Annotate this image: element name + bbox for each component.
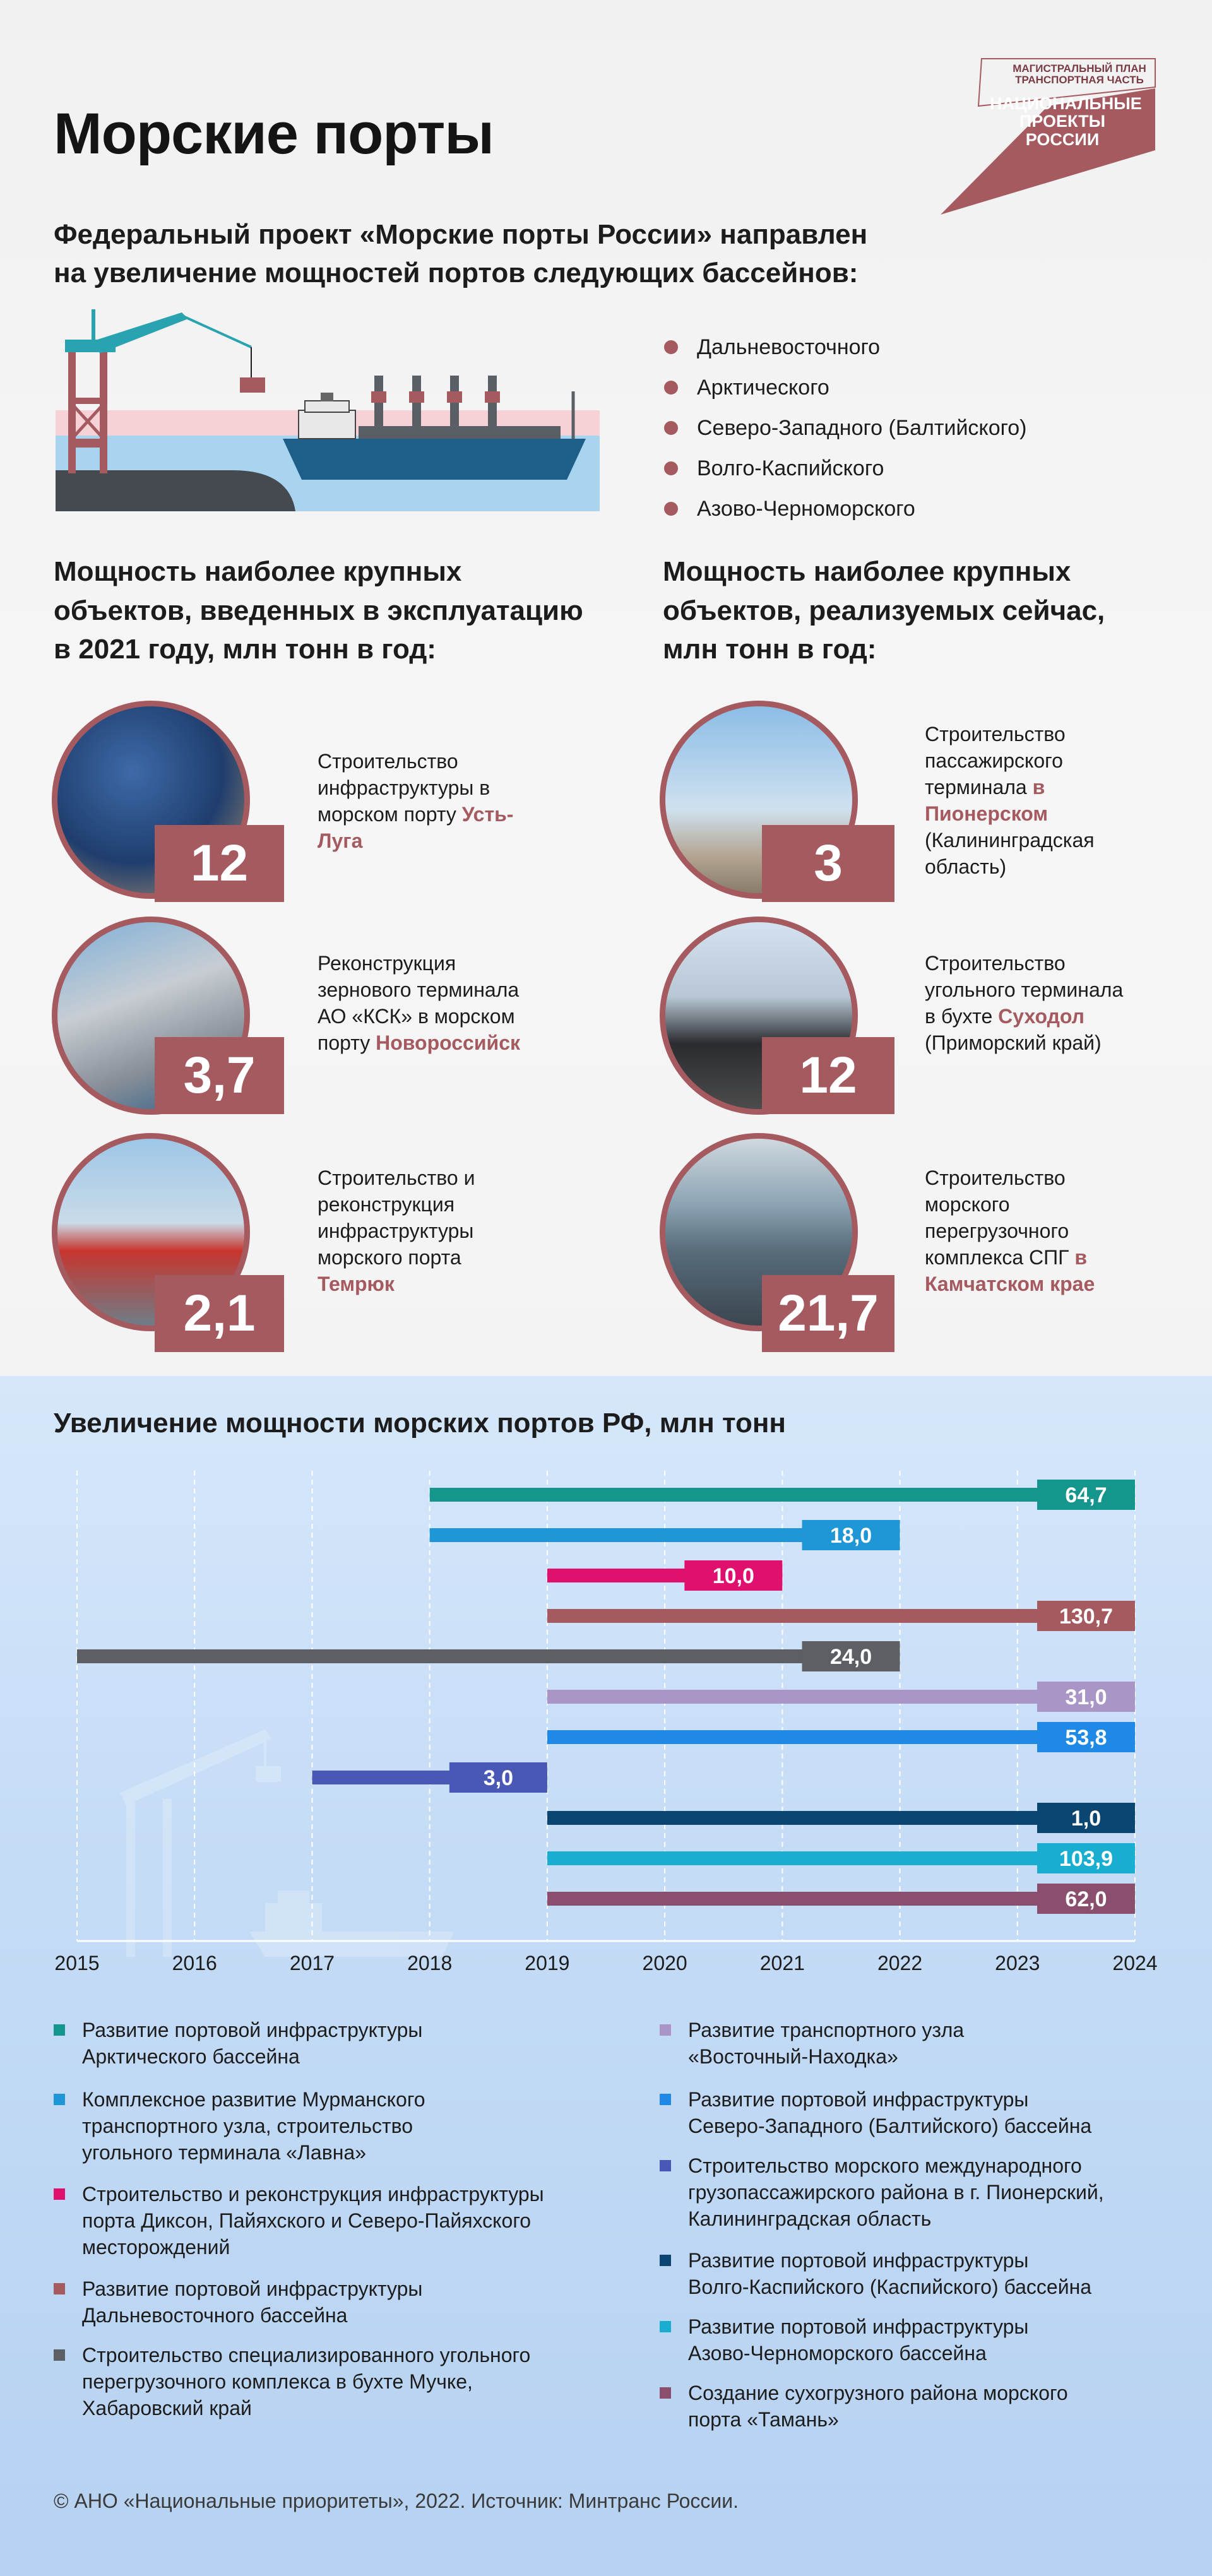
basin-name: Дальневосточного bbox=[697, 335, 881, 359]
legend-line: Развитие портовой инфраструктуры bbox=[82, 2019, 423, 2041]
x-tick-label: 2018 bbox=[407, 1952, 453, 1974]
value-badge: 3,7 bbox=[155, 1037, 284, 1114]
legend-text bbox=[688, 2247, 1206, 2300]
legend-line: Дальневосточного бассейна bbox=[82, 2304, 348, 2327]
basin-name: Северо-Западного (Балтийского) bbox=[697, 416, 1027, 440]
x-tick-label: 2024 bbox=[1112, 1952, 1158, 1974]
basin-name: Волго-Каспийского bbox=[697, 456, 884, 480]
header-line: объектов, введенных в эксплуатацию bbox=[54, 595, 583, 626]
value-badge: 2,1 bbox=[155, 1275, 284, 1352]
legend-line: Создание сухогрузного района морского bbox=[688, 2382, 1068, 2404]
legend-line: месторождений bbox=[82, 2236, 230, 2258]
legend-line: порта «Тамань» bbox=[688, 2408, 839, 2431]
legend-line: Развитие портовой инфраструктуры bbox=[688, 2088, 1029, 2111]
object-region: (Калининградская область) bbox=[925, 829, 1095, 878]
bar-value-label: 18,0 bbox=[829, 1524, 872, 1548]
x-tick-label: 2020 bbox=[642, 1952, 687, 1974]
object-description bbox=[925, 950, 1139, 1056]
legend-swatch bbox=[660, 2160, 671, 2171]
legend-text bbox=[688, 2380, 1206, 2433]
legend-line: Арктического бассейна bbox=[82, 2045, 300, 2068]
legend-swatch bbox=[660, 2094, 671, 2105]
object-description bbox=[318, 1165, 532, 1297]
legend-text bbox=[82, 2342, 600, 2421]
object-location: в Камчатском крае bbox=[925, 1246, 1095, 1295]
basins-list bbox=[664, 327, 1026, 529]
legend-line: Строительство и реконструкция инфраструктуры bbox=[82, 2183, 544, 2205]
legend-line: Развитие портовой инфраструктуры bbox=[688, 2315, 1029, 2338]
value-badge: 12 bbox=[155, 825, 284, 902]
object-description bbox=[318, 748, 532, 854]
object-description bbox=[925, 1165, 1139, 1297]
header-line: Мощность наиболее крупных bbox=[54, 556, 462, 587]
bar-value-label: 3,0 bbox=[483, 1766, 514, 1790]
legend-line: Волго-Каспийского (Каспийского) бассейна bbox=[688, 2276, 1092, 2298]
legend-line: транспортного узла, строительство bbox=[82, 2115, 413, 2137]
list-item bbox=[664, 408, 1026, 448]
object-text: Строительство пассажирского терминала bbox=[925, 723, 1066, 798]
legend-line: угольного терминала «Лавна» bbox=[82, 2141, 366, 2164]
left-section-header bbox=[54, 552, 583, 669]
object-text: Строительство угольного терминала в бухте bbox=[925, 952, 1124, 1028]
legend-swatch bbox=[54, 2024, 65, 2036]
legend-swatch bbox=[54, 2283, 65, 2294]
bar-value-label: 64,7 bbox=[1065, 1483, 1107, 1507]
legend-line: Северо-Западного (Балтийского) бассейна bbox=[688, 2115, 1092, 2137]
intro-text bbox=[54, 216, 937, 292]
bullet-icon bbox=[664, 461, 678, 475]
header-line: млн тонн в год: bbox=[663, 634, 877, 665]
legend-line: Развитие портовой инфраструктуры bbox=[688, 2249, 1029, 2272]
header-line: объектов, реализуемых сейчас, bbox=[663, 595, 1105, 626]
basin-name: Азово-Черноморского bbox=[697, 497, 915, 521]
bullet-icon bbox=[664, 502, 678, 516]
legend-text bbox=[688, 2313, 1206, 2366]
legend-left bbox=[54, 2017, 597, 2427]
bar-series bbox=[77, 1649, 900, 1663]
object-location: Усть-Луга bbox=[318, 803, 514, 852]
legend-text bbox=[688, 2086, 1206, 2139]
legend-line: грузопассажирского района в г. Пионерский, bbox=[688, 2181, 1104, 2204]
port-silhouette-icon bbox=[120, 1730, 454, 1957]
legend-swatch bbox=[660, 2321, 671, 2332]
legend-line: Калининградская область bbox=[688, 2207, 932, 2230]
bullet-icon bbox=[664, 381, 678, 395]
legend-line: Строительство морского международного bbox=[688, 2154, 1082, 2177]
legend-text bbox=[82, 2086, 600, 2166]
header-line: Мощность наиболее крупных bbox=[663, 556, 1071, 587]
object-text: Реконструкция зернового терминала АО «КСК» в морском порту bbox=[318, 952, 520, 1054]
footer-source: © АНО «Национальные приоритеты», 2022. Источник: Минтранс России. bbox=[54, 2490, 739, 2512]
object-description bbox=[318, 950, 532, 1056]
legend-line: порта Диксон, Пайяхского и Северо-Пайяхского bbox=[82, 2209, 532, 2232]
list-item bbox=[664, 367, 1026, 408]
list-item bbox=[664, 448, 1026, 489]
legend-swatch bbox=[54, 2188, 65, 2200]
legend-swatch bbox=[660, 2387, 671, 2399]
x-tick-label: 2016 bbox=[172, 1952, 217, 1974]
object-text: Строительство и реконструкция инфраструктуры морского порта bbox=[318, 1166, 475, 1269]
header-line: в 2021 году, млн тонн в год: bbox=[54, 634, 436, 665]
legend-text bbox=[688, 2017, 1206, 2070]
x-tick-label: 2023 bbox=[995, 1952, 1040, 1974]
object-location: Темрюк bbox=[318, 1273, 395, 1295]
intro-line: Федеральный проект «Морские порты России» направлен bbox=[54, 219, 868, 250]
legend-right bbox=[660, 2017, 1203, 2431]
value-badge: 21,7 bbox=[762, 1275, 894, 1352]
legend-text bbox=[82, 2017, 600, 2070]
list-item bbox=[664, 327, 1026, 367]
value-badge: 3 bbox=[762, 825, 894, 902]
bar-value-label: 31,0 bbox=[1065, 1685, 1107, 1709]
page-title: Морские порты bbox=[54, 102, 494, 166]
intro-line: на увеличение мощностей портов следующих бассейнов: bbox=[54, 257, 858, 288]
object-location: Суходол bbox=[998, 1005, 1084, 1028]
legend-line: Развитие портовой инфраструктуры bbox=[82, 2277, 423, 2300]
logo-caption: МАГИСТРАЛЬНЫЙ ПЛАН ТРАНСПОРТНАЯ ЧАСТЬ bbox=[1013, 62, 1146, 86]
bar-value-label: 130,7 bbox=[1059, 1605, 1114, 1629]
legend-text bbox=[688, 2152, 1206, 2232]
x-tick-label: 2021 bbox=[759, 1952, 805, 1974]
bullet-icon bbox=[664, 340, 678, 354]
bar-value-label: 24,0 bbox=[829, 1645, 872, 1669]
value-badge: 12 bbox=[762, 1037, 894, 1114]
bar-value-label: 62,0 bbox=[1065, 1887, 1107, 1911]
legend-line: перегрузочного комплекса в бухте Мучке, bbox=[82, 2370, 473, 2393]
legend-line: Строительство специализированного угольного bbox=[82, 2344, 531, 2366]
legend-line: «Восточный-Находка» bbox=[688, 2045, 898, 2068]
x-tick-label: 2022 bbox=[877, 1952, 923, 1974]
legend-line: Комплексное развитие Мурманского bbox=[82, 2088, 425, 2111]
legend-line: Развитие транспортного узла bbox=[688, 2019, 965, 2041]
bullet-icon bbox=[664, 421, 678, 435]
legend-swatch bbox=[660, 2024, 671, 2036]
object-location: в Пионерском bbox=[925, 776, 1049, 825]
x-tick-label: 2015 bbox=[54, 1952, 100, 1974]
legend-swatch bbox=[660, 2255, 671, 2266]
object-text: Строительство морского перегрузочного комплекса СПГ bbox=[925, 1166, 1069, 1269]
port-illustration bbox=[56, 309, 600, 511]
capacity-timeline-chart bbox=[0, 1452, 1212, 1995]
bar-series bbox=[430, 1488, 1135, 1502]
list-item bbox=[664, 489, 1026, 529]
object-text: Строительство инфраструктуры в морском порту bbox=[318, 750, 490, 826]
legend-line: Хабаровский край bbox=[82, 2397, 252, 2419]
right-section-header bbox=[663, 552, 1105, 669]
bar-value-label: 1,0 bbox=[1071, 1807, 1102, 1831]
legend-text bbox=[82, 2276, 600, 2329]
chart-title: Увеличение мощности морских портов РФ, млн тонн bbox=[54, 1408, 787, 1439]
basin-name: Арктического bbox=[697, 376, 829, 400]
legend-text bbox=[82, 2181, 600, 2260]
legend-swatch bbox=[54, 2349, 65, 2361]
object-region: (Приморский край) bbox=[925, 1031, 1102, 1054]
x-tick-label: 2019 bbox=[525, 1952, 570, 1974]
object-location: Новороссийск bbox=[376, 1031, 520, 1054]
logo-title: НАЦИОНАЛЬНЫЕ ПРОЕКТЫ РОССИИ bbox=[990, 94, 1142, 149]
bar-value-label: 10,0 bbox=[712, 1564, 754, 1588]
object-description bbox=[925, 721, 1139, 880]
bar-value-label: 53,8 bbox=[1065, 1726, 1107, 1750]
bar-value-label: 103,9 bbox=[1059, 1847, 1114, 1871]
legend-swatch bbox=[54, 2094, 65, 2105]
legend-line: Азово-Черноморского бассейна bbox=[688, 2342, 987, 2365]
x-tick-label: 2017 bbox=[289, 1952, 335, 1974]
